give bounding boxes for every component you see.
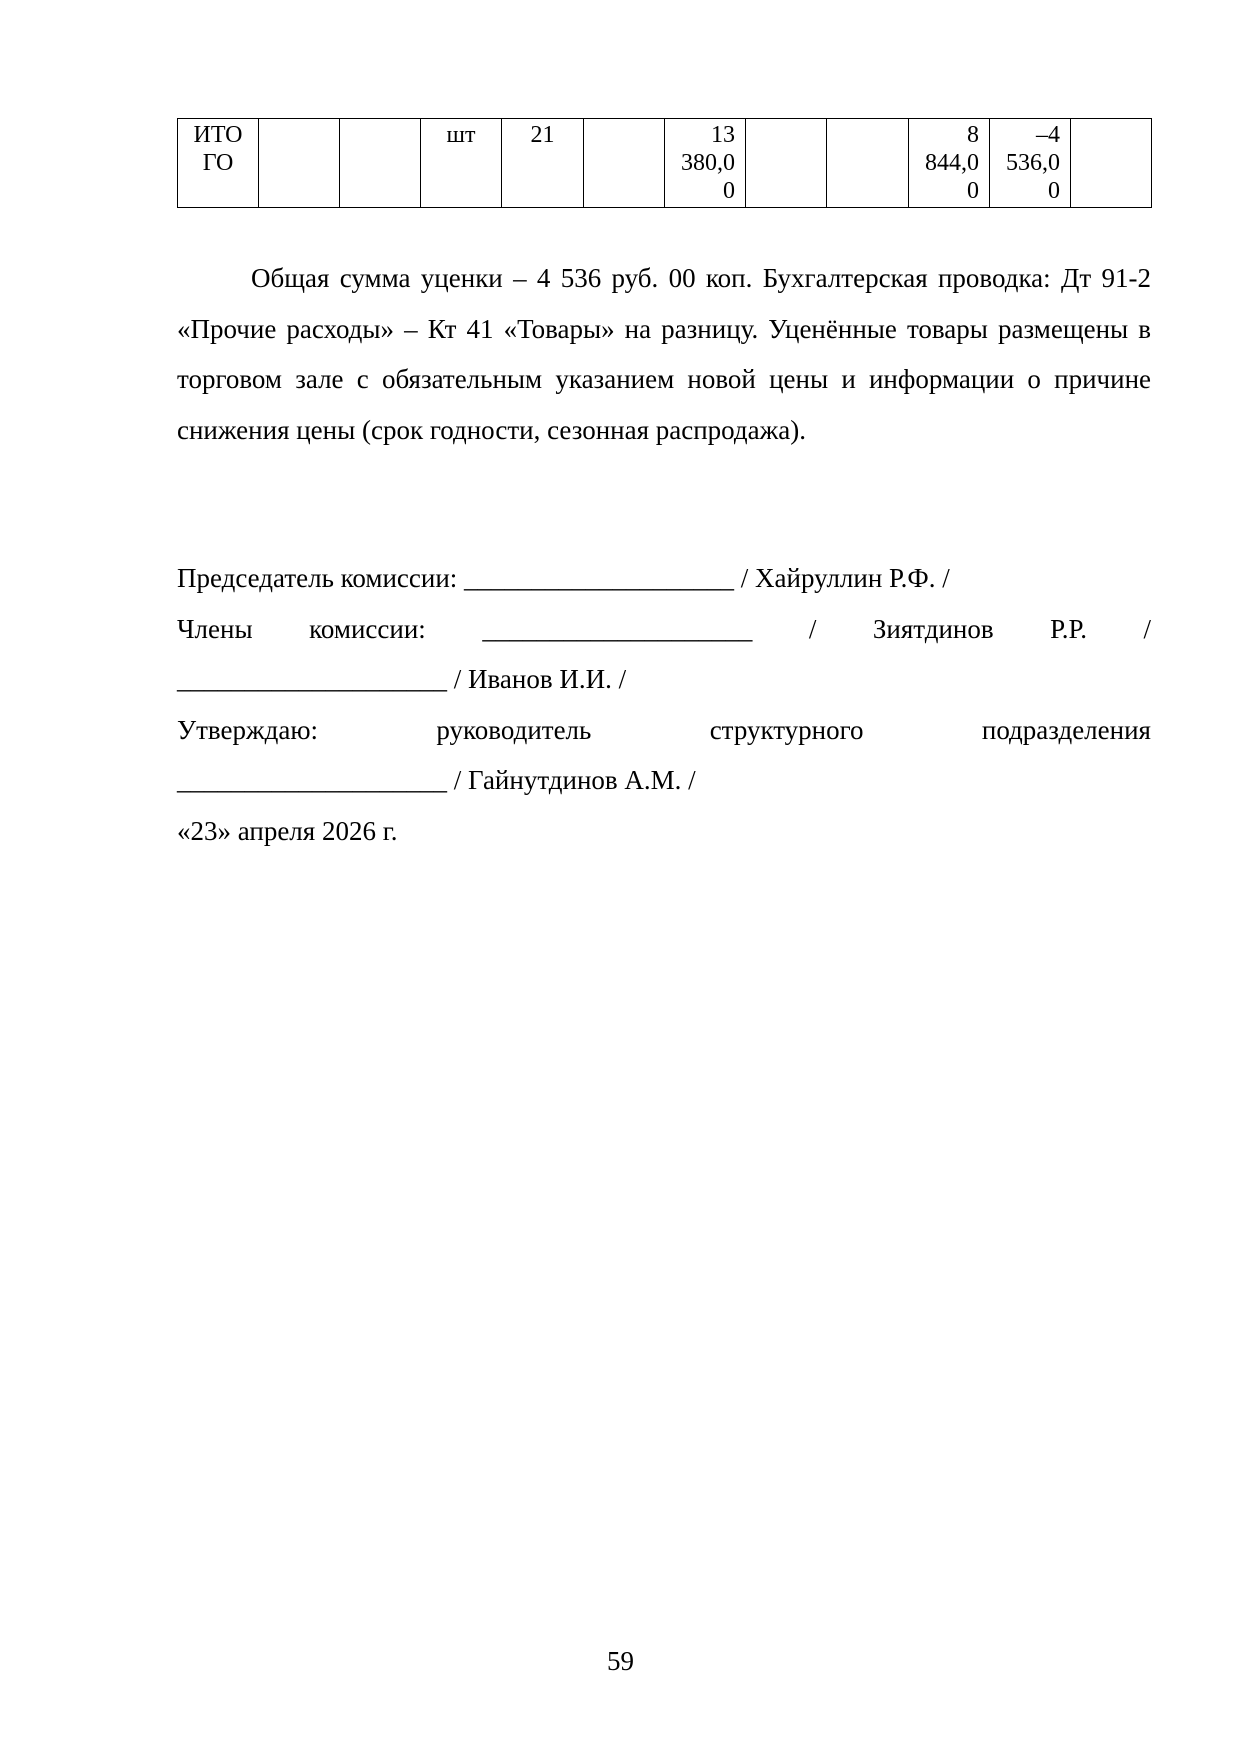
cell-text: шт bbox=[446, 122, 476, 148]
approver-name: / Гайнутдинов А.М. / bbox=[453, 765, 696, 795]
markdown-summary-paragraph bbox=[177, 253, 1151, 455]
members-signature-line bbox=[177, 604, 1151, 655]
approve-word: руководитель bbox=[436, 714, 592, 745]
table-cell bbox=[1071, 119, 1152, 208]
table-cell bbox=[259, 119, 340, 208]
cell-text: 380,0 bbox=[681, 150, 735, 176]
cell-text: 844,0 bbox=[925, 150, 979, 176]
cell-new-sum bbox=[909, 119, 990, 208]
approve-line bbox=[177, 705, 1151, 756]
chair-signature-line bbox=[177, 553, 1151, 604]
table-row-total bbox=[178, 119, 1152, 208]
cell-text: ГО bbox=[202, 150, 234, 176]
cell-total-label bbox=[178, 119, 259, 208]
paragraph-text: Общая сумма уценки – 4 536 руб. 00 коп. Бухгалтерская проводка: Дт 91-2 «Прочие расходы» – Кт 41 «Товары» на разницу. Уценённые товары размещены в торговом зале с обязательным указанием новой цены и информации о причине снижения цены (срок годности, сезонная распродажа). bbox=[177, 263, 1151, 445]
approver-signature-line bbox=[177, 755, 1151, 806]
cell-text: 0 bbox=[723, 178, 735, 204]
approve-word: Утверждаю: bbox=[177, 714, 319, 745]
member1-signature-blank: ____________________ bbox=[482, 613, 753, 644]
member1-initials: Р.Р. bbox=[1050, 613, 1087, 644]
cell-text: 8 bbox=[967, 122, 979, 148]
chair-label: Председатель комиссии: bbox=[177, 563, 458, 593]
cell-difference bbox=[990, 119, 1071, 208]
cell-text: 0 bbox=[1048, 178, 1060, 204]
cell-unit bbox=[421, 119, 502, 208]
cell-quantity bbox=[502, 119, 584, 208]
cell-text: 536,0 bbox=[1006, 150, 1060, 176]
cell-text: –4 bbox=[1036, 122, 1060, 148]
document-date: «23» апреля 2026 г. bbox=[177, 815, 398, 846]
total-table bbox=[177, 118, 1152, 208]
cell-text: 13 bbox=[711, 122, 735, 148]
member2-signature-blank: ____________________ bbox=[177, 664, 447, 694]
approve-word: структурного bbox=[709, 714, 864, 745]
table-cell bbox=[584, 119, 665, 208]
table-cell bbox=[746, 119, 827, 208]
table-cell bbox=[340, 119, 421, 208]
cell-text: ИТО bbox=[193, 122, 243, 148]
table-cell bbox=[827, 119, 909, 208]
member2-name: / Иванов И.И. / bbox=[453, 664, 627, 694]
cell-text: 0 bbox=[967, 178, 979, 204]
members-label-word: Члены bbox=[177, 613, 253, 644]
member2-signature-line bbox=[177, 654, 1151, 705]
cell-old-sum bbox=[665, 119, 746, 208]
cell-text: 21 bbox=[530, 122, 555, 148]
chair-signature-blank: ____________________ bbox=[464, 563, 735, 593]
members-label-word: комиссии: bbox=[309, 613, 426, 644]
approve-word: подразделения bbox=[981, 714, 1151, 745]
slash: / bbox=[808, 613, 817, 644]
slash: / bbox=[1143, 613, 1151, 644]
chair-name: / Хайруллин Р.Ф. / bbox=[740, 563, 950, 593]
date-line bbox=[177, 806, 1151, 857]
page-number: 59 bbox=[607, 1646, 634, 1676]
member1-surname: Зиятдинов bbox=[872, 613, 994, 644]
approver-signature-blank: ____________________ bbox=[177, 765, 447, 795]
signature-block bbox=[177, 553, 1151, 856]
